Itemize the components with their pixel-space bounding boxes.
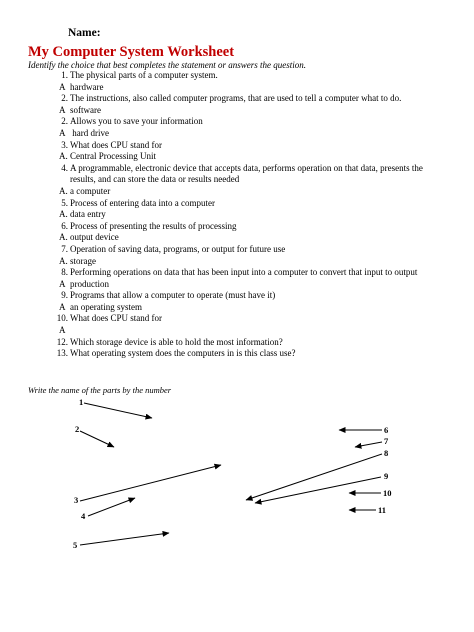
question-text: The instructions, also called computer programs, that are used to tell a computer what to do. xyxy=(70,93,402,104)
question-text: What does CPU stand for xyxy=(70,313,162,324)
question-number: 10. xyxy=(56,313,68,324)
question-text: Programs that allow a computer to operate (must have it) xyxy=(70,290,276,301)
question-number: 2. xyxy=(61,116,68,127)
diagram-label-8: 8 xyxy=(384,448,389,458)
answer-label: A xyxy=(59,301,66,312)
answer-text[interactable]: software xyxy=(70,104,101,115)
answer-text[interactable]: data entry xyxy=(70,209,106,220)
arrow-1 xyxy=(84,403,152,418)
diagram-label-5: 5 xyxy=(73,540,78,550)
answer-label: A. xyxy=(59,209,68,220)
arrow-7 xyxy=(355,442,382,447)
answer-text[interactable]: Central Processing Unit xyxy=(70,151,156,162)
question-number: 1. xyxy=(61,70,68,80)
question-text: Process of presenting the results of processing xyxy=(70,220,237,231)
question-number: 3. xyxy=(61,139,68,150)
answer-label: A xyxy=(59,278,66,289)
question-text: The physical parts of a computer system. xyxy=(70,70,218,80)
answer-text[interactable]: hardware xyxy=(70,81,104,92)
answer-label: A. xyxy=(59,232,68,243)
arrow-5 xyxy=(80,533,169,545)
worksheet-title: My Computer System Worksheet xyxy=(28,44,235,60)
answer-text[interactable]: storage xyxy=(70,255,96,266)
diagram-label-2: 2 xyxy=(75,424,80,434)
name-label: Name: xyxy=(68,27,101,39)
diagram-instructions: Write the name of the parts by the number xyxy=(28,385,172,395)
arrow-4 xyxy=(88,498,135,516)
diagram-label-3: 3 xyxy=(74,495,79,505)
question-number: 6. xyxy=(61,220,68,231)
arrow-2 xyxy=(80,431,114,447)
answer-text[interactable]: an operating system xyxy=(70,301,142,312)
arrow-3 xyxy=(80,465,221,501)
answer-text[interactable]: a computer xyxy=(70,185,111,196)
instructions-text: Identify the choice that best completes the statement or answers the question. xyxy=(28,60,306,70)
answer-label: A xyxy=(59,325,66,336)
answer-label: A xyxy=(59,127,66,138)
diagram-label-4: 4 xyxy=(81,511,86,521)
question-text: What does CPU stand for xyxy=(70,139,162,150)
answer-text[interactable]: output device xyxy=(70,232,119,243)
answer-label: A. xyxy=(59,255,68,266)
question-number: 12. xyxy=(56,336,68,347)
question-text: Operation of saving data, programs, or output for future use xyxy=(70,243,286,254)
question-number: 2. xyxy=(61,93,68,104)
arrow-9 xyxy=(255,477,381,503)
question-text: What operating system does the computers in is this class use? xyxy=(70,348,296,359)
answer-text[interactable]: production xyxy=(70,278,109,289)
question-number: 8. xyxy=(61,267,68,278)
question-number: 13. xyxy=(56,348,68,359)
question-text: Performing operations on data that has been input into a computer to convert that input to output xyxy=(70,267,418,278)
diagram-label-7: 7 xyxy=(384,436,389,446)
diagram-label-10: 10 xyxy=(383,488,392,498)
question-number: 5. xyxy=(61,197,68,208)
question-text: Which storage device is able to hold the most information? xyxy=(70,336,283,347)
diagram-label-11: 11 xyxy=(378,505,387,515)
question-text: Allows you to save your information xyxy=(70,116,203,127)
question-number: 9. xyxy=(61,290,68,301)
answer-label: A. xyxy=(59,151,68,162)
diagram-label-6: 6 xyxy=(384,425,389,435)
question-number: 4. xyxy=(61,162,68,173)
answer-text[interactable]: hard drive xyxy=(70,127,109,138)
question-text: A programmable, electronic device that accepts data, performs operation on that data, presents the results, and can store the data or results needed xyxy=(70,162,423,185)
answer-label: A xyxy=(59,104,66,115)
diagram-label-9: 9 xyxy=(384,471,389,481)
answer-label: A. xyxy=(59,185,68,196)
diagram-label-1: 1 xyxy=(79,397,84,407)
question-number: 7. xyxy=(61,243,68,254)
answer-label: A xyxy=(59,81,66,92)
question-text: Process of entering data into a computer xyxy=(70,197,215,208)
